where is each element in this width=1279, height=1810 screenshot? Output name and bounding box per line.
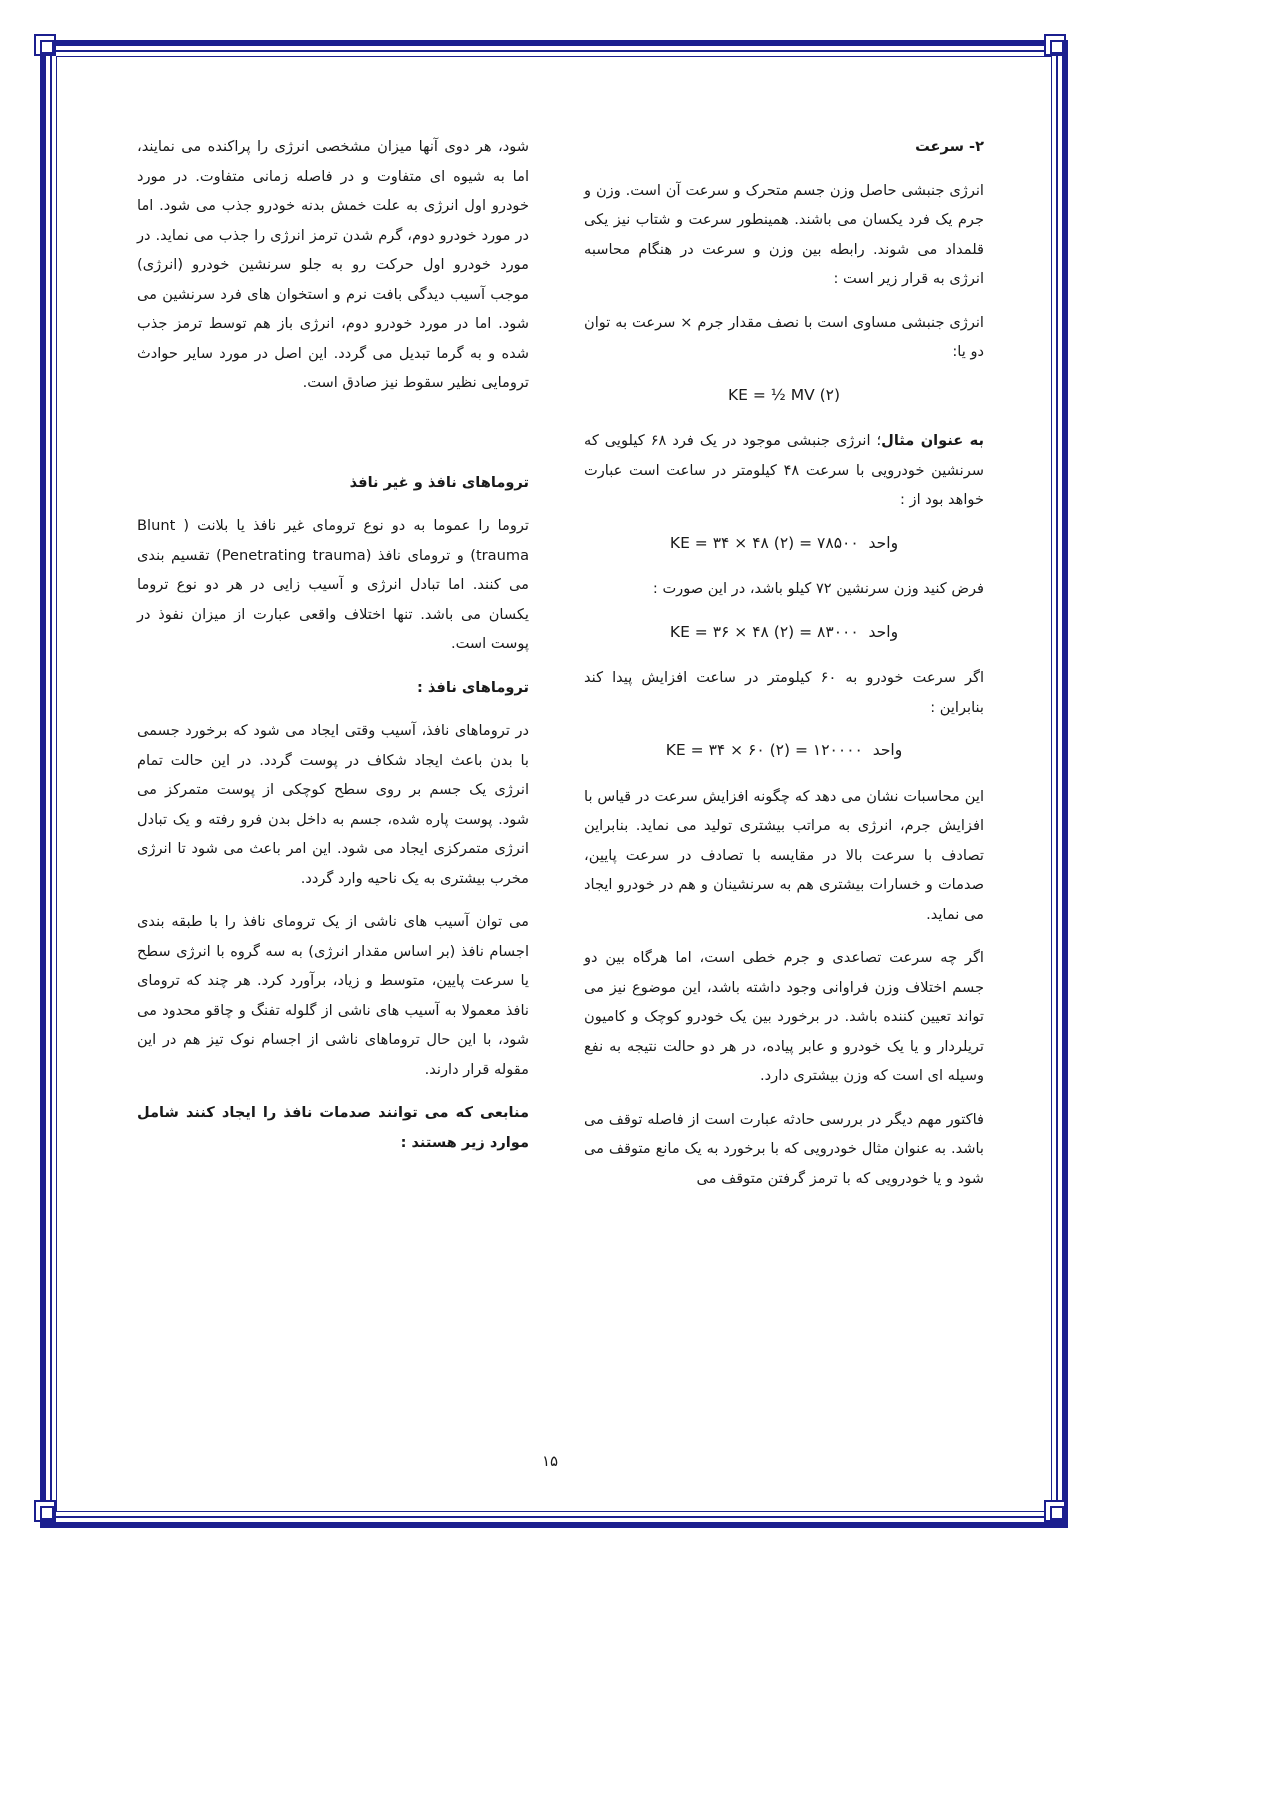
- paragraph: شود، هر دوی آنها میزان مشخصی انرژی را پراکنده می نمایند، اما به شیوه ای متفاوت و در فاصله زمانی متفاوت. در مورد خودرو اول انرژی به علت خمش بدنه خودرو جذب می شود. اما در مورد خودرو دوم، گرم شدن ترمز انرژی را جذب می نماید. در مورد خودرو اول حرکت رو به جلو سرنشین خودرو (انرژی) موجب آسیب دیدگی بافت نرم و استخوان های فرد سرنشین می شود. اما در مورد خودرو دوم، انرژی باز هم توسط ترمز جذب شده و به گرما تبدیل می گردد. این اصل در مورد سایر حوادث ترومایی نظیر سقوط نیز صادق است.: [137, 138, 529, 391]
- section-heading-penetrating: تروماهای نافذ :: [416, 678, 529, 696]
- equation-example-1: [584, 529, 984, 559]
- section-heading-trauma-types: تروماهای نافذ و غیر نافذ: [349, 473, 529, 491]
- equation-unit: واحد: [868, 533, 899, 552]
- paragraph: انرژی جنبشی مساوی است با نصف مقدار جرم × سرعت به توان دو یا:: [584, 313, 984, 360]
- paragraph: تروما را عموما به دو نوع ترومای غیر نافذ یا بلانت ( Blunt trauma) و ترومای نافذ (Penetrating trauma) تقسیم بندی می کنند. اما تبادل انرژی و آسیب زایی در هر دو نوع تروما یکسان می باشد. تنها اختلاف واقعی عبارت از میزان نفوذ در پوست است.: [137, 517, 530, 652]
- corner-ornament: [34, 1500, 56, 1522]
- paragraph: انرژی جنبشی حاصل وزن جسم متحرک و سرعت آن است. وزن و جرم یک فرد یکسان می باشند. همینطور سرعت و شتاب نیز یکی قلمداد می شوند. رابطه بین وزن و سرعت در هنگام محاسبه انرژی به قرار زیر است :: [584, 181, 984, 287]
- paragraph: اگر سرعت خودرو به ۶۰ کیلومتر در ساعت افزایش پیدا کند بنابراین :: [584, 669, 984, 716]
- paragraph: فرض کنید وزن سرنشین ۷۲ کیلو باشد، در این صورت :: [652, 580, 984, 597]
- equation-text: KE = ۳۴ × ۶۰ (۲) = ۱۲۰۰۰۰: [665, 741, 863, 759]
- paragraph: این محاسبات نشان می دهد که چگونه افزایش سرعت در قیاس با افزایش جرم، انرژی به مراتب بیشتری تولید می نماید. بنابراین تصادف با سرعت بالا در مقایسه با تصادف در سرعت پایین، صدمات و خسارات بیشتری هم به سرنشینان و هم در خودرو ایجاد می نماید.: [584, 787, 984, 923]
- corner-ornament: [1044, 1500, 1066, 1522]
- equation-kinetic-energy: KE = ½ MV (۲): [727, 385, 841, 404]
- example-paragraph: [584, 426, 984, 515]
- spacer: [137, 412, 529, 468]
- example-text: ؛ انرژی جنبشی موجود در یک فرد ۶۸ کیلویی که سرنشین خودرویی با سرعت ۴۸ کیلومتر در ساعت است عبارت خواهد بود از :: [584, 432, 985, 508]
- section-heading-sources: منابعی که می توانند صدمات نافذ را ایجاد کنند شامل موارد زیر هستند :: [137, 1104, 529, 1151]
- paragraph: اگر چه سرعت تصاعدی و جرم خطی است، اما هرگاه بین دو جسم اختلاف وزن فراوانی وجود داشته باشد، این موضوع نیز می تواند تعیین کننده باشد. در برخورد بین یک خودرو کوچک و کامیون تریلردار و یا یک خودرو و عابر پیاده، در هر دو حالت نتیجه به نفع وسیله ای است که وزن بیشتری دارد.: [584, 949, 984, 1084]
- page-number: ۱۵: [541, 1452, 559, 1470]
- paragraph: در تروماهای نافذ، آسیب وقتی ایجاد می شود که برخورد جسمی با بدن باعث ایجاد شکاف در پوست گردد. در این حالت تمام انرژی یک جسم بر روی سطح کوچکی از پوست متمرکز می شود. پوست پاره شده، جسم به داخل بدن فرو رفته و یک تبادل انرژی متمرکزی ایجاد می شود. این امر باعث می شود تا انرژی مخرب بیشتری به یک ناحیه وارد گردد.: [137, 722, 529, 887]
- left-column: [137, 132, 529, 1171]
- paragraph: می توان آسیب های ناشی از یک ترومای نافذ را با طبقه بندی اجسام نافذ (بر اساس مقدار انرژی) به سه گروه با انرژی سطح یا سرعت پایین، متوسط و زیاد، برآورد کرد. هر چند که ترومای نافذ معمولا به آسیب های ناشی از گلوله تفنگ و چاقو محدود می شود، با این حال تروماهای ناشی از اجسام نوک تیز هم در این مقوله قرار دارند.: [137, 913, 529, 1078]
- equation-unit: واحد: [868, 622, 899, 641]
- equation-text: KE = ۳۶ × ۴۸ (۲) = ۸۳۰۰۰: [669, 622, 859, 641]
- equation-example-2: [584, 618, 984, 648]
- equation-unit: واحد: [872, 741, 903, 759]
- equation-text: KE = ۳۴ × ۴۸ (۲) = ۷۸۵۰۰: [669, 533, 859, 552]
- section-heading-speed: ۲- سرعت: [915, 138, 984, 155]
- paragraph: فاکتور مهم دیگر در بررسی حادثه عبارت است از فاصله توقف می باشد. به عنوان مثال خودرویی که با برخورد به یک مانع متوقف می شود و یا خودرویی که با ترمز گرفتن متوقف می: [584, 1110, 984, 1187]
- right-column: [584, 132, 984, 1207]
- example-label: به عنوان مثال: [881, 432, 985, 449]
- corner-ornament: [34, 34, 56, 56]
- corner-ornament: [1044, 34, 1066, 56]
- equation-example-3: [584, 736, 984, 766]
